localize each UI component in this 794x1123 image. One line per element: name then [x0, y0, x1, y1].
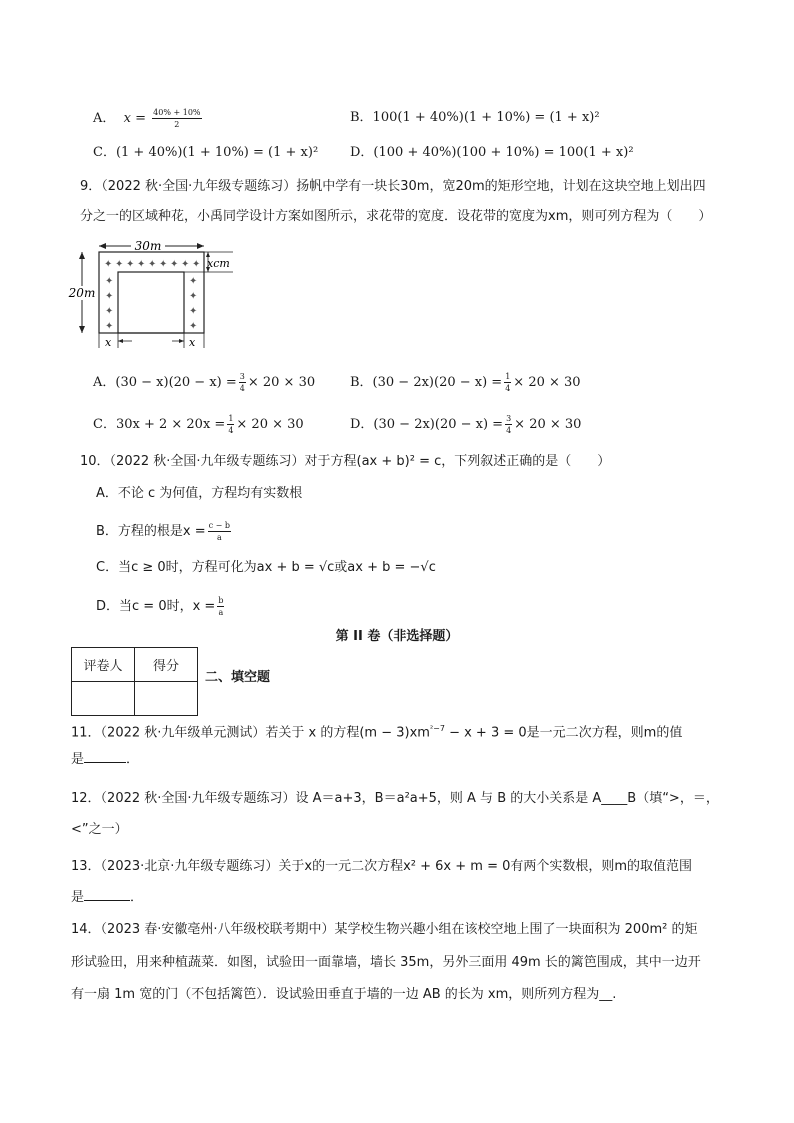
- q14-line1: 14．（2023 春·安徽亳州·八年级校联考期中）某学校生物兴趣小组在该校空地上围了一块面积为 200m² 的矩: [71, 922, 698, 937]
- q8-option-d: D．(100 + 40%)(100 + 10%) = 100(1 + x)²: [350, 145, 634, 160]
- q13-answer-blank[interactable]: [84, 888, 130, 901]
- grader-cell[interactable]: [72, 682, 135, 716]
- q8-a-fraction: $\frac{40\% + 10\%}{2}$: [153, 108, 201, 129]
- q14-line3: 有一扇 1m 宽的门（不包括篱笆）．设试验田垂直于墙的一边 AB 的长为 xm，则所列方程为__.: [71, 987, 617, 1002]
- q9-stem-line1: 9．（2022 秋·全国·九年级专题练习）扬帆中学有一块长30m，宽20m的矩形空地，计划在这块空地上划出四: [80, 179, 706, 194]
- score-header: 得分: [135, 648, 198, 682]
- q9-stem-line2: 分之一的区域种花，小禹同学设计方案如图所示，求花带的宽度．设花带的宽度为xm，则可列方程为（ ）: [80, 209, 712, 224]
- q10-option-d: D．当c = 0时，x = $\frac{b}{a}$: [96, 596, 224, 617]
- svg-text:✦: ✦: [189, 276, 198, 287]
- q8-option-b: B．100(1 + 40%)(1 + 10%) = (1 + x)²: [350, 110, 600, 125]
- svg-text:✦: ✦: [105, 321, 114, 332]
- section-heading: 二、填空题: [205, 670, 271, 685]
- q10-option-a: A．不论 c 为何值，方程均有实数根: [96, 486, 303, 501]
- svg-text:✦: ✦: [189, 291, 198, 302]
- fig-band-label: xcm: [207, 257, 230, 270]
- q13-line2: 是 ．: [71, 890, 144, 905]
- q11-line2: 是 ．: [71, 752, 140, 767]
- q8-option-a: A． x = $\frac{40\% + 10\%}{2}$: [93, 108, 201, 129]
- section-title: 第 II 卷（非选择题）: [335, 629, 459, 644]
- svg-text:✦: ✦: [170, 259, 179, 270]
- fig-width-label: 30m: [134, 239, 162, 253]
- svg-text:✦: ✦: [148, 259, 157, 270]
- q11-answer-blank[interactable]: [84, 750, 126, 763]
- svg-text:✦: ✦: [126, 259, 135, 270]
- grader-header: 评卷人: [72, 648, 135, 682]
- svg-text:✦: ✦: [192, 259, 201, 270]
- q12-line1: 12．（2022 秋·全国·九年级专题练习）设 A＝a+3，B＝a²a+5，则 A 与 B 的大小关系是 A____B（填“>，＝，: [71, 791, 719, 806]
- q14-line2: 形试验田，用来种植蔬菜．如图，试验田一面靠墙，墙长 35m，另外三面用 49m 长的篱笆围成，其中一边开: [71, 955, 701, 970]
- svg-text:✦: ✦: [189, 321, 198, 332]
- svg-text:✦: ✦: [104, 259, 113, 270]
- q9-option-b: B．(30 − 2x)(20 − x) = $\frac{1}{4}$ × 20 × 30: [350, 372, 581, 393]
- q12-line2: <”之一）: [71, 822, 128, 837]
- q9-figure: [68, 236, 238, 352]
- svg-text:✦: ✦: [115, 259, 124, 270]
- svg-text:✦: ✦: [105, 306, 114, 317]
- score-table: [71, 647, 198, 716]
- q9-option-a: A．(30 − x)(20 − x) = $\frac{3}{4}$ × 20 × 30: [93, 372, 316, 393]
- q13-line1: 13．（2023·北京·九年级专题练习）关于x的一元二次方程x² + 6x + m = 0有两个实数根，则m的取值范围: [71, 859, 693, 874]
- fig-x-right: x: [189, 336, 196, 349]
- score-cell[interactable]: [135, 682, 198, 716]
- svg-text:✦: ✦: [137, 259, 146, 270]
- svg-text:✦: ✦: [189, 306, 198, 317]
- q11-line1: 11．（2022 秋·九年级单元测试）若关于 x 的方程$(m - 3)xm^{^2-7} - x + 3 = 0$是一元二次方程，则m的值: [71, 724, 683, 741]
- q10-option-c: C．当c ≥ 0时，方程可化为ax + b = √c或ax + b = −√c: [96, 560, 436, 575]
- q8-option-c: C．(1 + 40%)(1 + 10%) = (1 + x)²: [93, 145, 319, 160]
- q10-stem: 10．（2022 秋·全国·九年级专题练习）对于方程(ax + b)² = c，下列叙述正确的是（ ）: [80, 454, 611, 469]
- svg-text:✦: ✦: [159, 259, 168, 270]
- svg-text:✦: ✦: [105, 276, 114, 287]
- svg-text:✦: ✦: [105, 291, 114, 302]
- svg-text:✦: ✦: [181, 259, 190, 270]
- q9-option-c: C．30x + 2 × 20x = $\frac{1}{4}$ × 20 × 30: [93, 414, 304, 435]
- q9-option-d: D．(30 − 2x)(20 − x) = $\frac{3}{4}$ × 20 × 30: [350, 414, 582, 435]
- fig-height-label: 20m: [68, 286, 96, 300]
- q10-option-b: B．方程的根是x = $\frac{c - b}{a}$: [96, 521, 231, 542]
- fig-x-left: x: [105, 336, 112, 349]
